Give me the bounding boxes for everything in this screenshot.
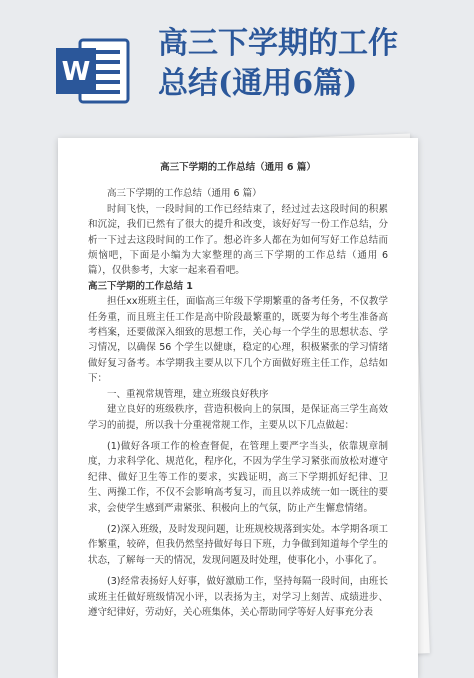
document-content: [88, 160, 388, 620]
svg-text:W: W: [61, 57, 91, 87]
paragraph: (3)经常表扬好人好事，做好激励工作，坚持每隔一段时间，由班长或班主任做好班级情况小评，以表扬为主，对学习上刻苦、成绩进步、遵守纪律好，劳动好，关心班集体，关心帮助同学等好人好事充分表: [88, 576, 388, 618]
document-title: 高三下学期的工作总结（通用 6 篇）: [160, 162, 316, 173]
banner-title: [158, 24, 458, 104]
banner-title-line1: 高三下学期的工作: [158, 26, 398, 61]
paragraph: 担任xx班班主任，面临高三年级下学期繁重的备考任务，不仅教学任务重，而且班主任工作是高中阶段最繁重的，既要为每个考生准备高考档案，还要做深入细致的思想工作，关心每一个学生的思想状态、学习情况，以确保 56 个学生以健康，稳定的心理，积极紧张的学习情绪做好复习备考。本学期我主要从以下几个方面做好班主任工作，总结如下：: [88, 296, 388, 385]
subheading: 一、重视常规管理，建立班级良好秩序: [107, 388, 269, 400]
paragraph: (1)做好各项工作的检查督促，在管理上要严字当头，依靠规章制度，力求科学化、规范化，程序化，不因为学生学习紧张而放松对遵守纪律、做好卫生等工作的要求，实践证明，高三下学期抓好纪律、卫生、两操工作，不仅不会影响高考复习，而且以养成统一如一既往的要求，会使学生感到严肃紧张、积极向上的气氛，防止产生懈怠情绪。: [88, 440, 388, 514]
paragraph: 建立良好的班级秩序，营造积极向上的氛围，是保证高三学生高效学习的前提，所以我十分重视常规工作，主要从以下几点做起：: [88, 404, 388, 431]
paragraph: 高三下学期的工作总结（通用 6 篇）: [107, 188, 262, 200]
paragraph: 时间飞快，一段时间的工作已经结束了，经过过去这段时间的积累和沉淀，我们已然有了很大的提升和改变，该好好写一份工作总结，分析一下过去这段时间的工作了。想必许多人都在为如何写好工作总结而烦恼吧，下面是小编为大家整理的高三下学期的工作总结（通用 6 篇），仅供参考，大家一起来看看吧。: [88, 203, 388, 277]
section-heading: 高三下学期的工作总结 1: [88, 280, 193, 292]
word-document-icon: [56, 36, 130, 106]
paragraph: (2)深入班级，及时发现问题，让班规校规落到实处。本学期各项工作繁重，较碎，但我仍然坚持做好每日下班，力争做到知道每个学生的状态，了解每一天的情况，发现问题及时处理，使事化小，小事化了。: [88, 523, 388, 566]
banner: [0, 0, 474, 120]
banner-title-line2: 总结(通用6篇): [158, 66, 358, 101]
